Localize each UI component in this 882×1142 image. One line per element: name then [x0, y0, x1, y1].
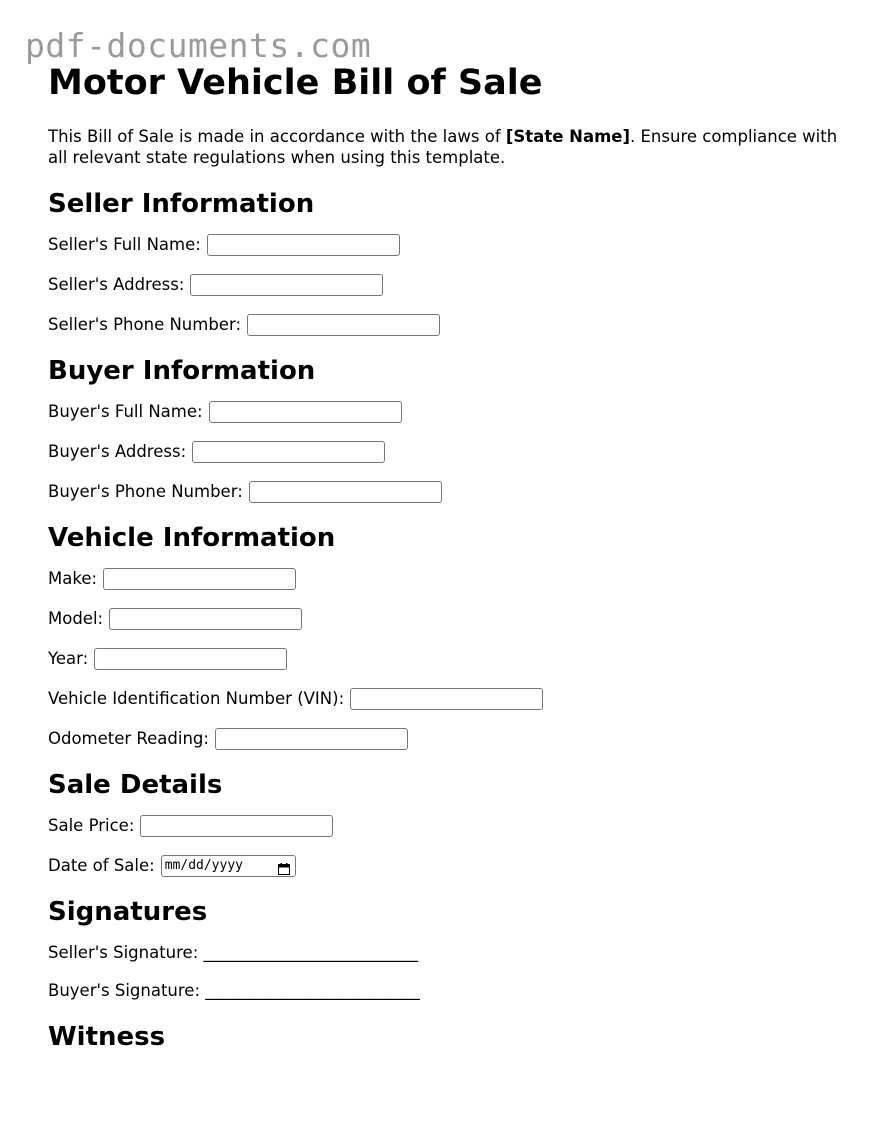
seller-name-label: Seller's Full Name:	[48, 235, 201, 254]
sale-price-label: Sale Price:	[48, 816, 135, 835]
watermark: pdf-documents.com	[25, 26, 372, 65]
make-label: Make:	[48, 569, 98, 588]
sale-date-row	[48, 854, 848, 878]
odometer-row	[48, 727, 848, 751]
model-input[interactable]	[109, 608, 302, 630]
buyer-phone-label: Buyer's Phone Number:	[48, 482, 243, 501]
year-input[interactable]	[94, 648, 287, 670]
signature-lines	[48, 941, 848, 1003]
page-title: Motor Vehicle Bill of Sale	[48, 63, 543, 103]
seller-name-row	[48, 233, 848, 257]
buyer-signature-label: Buyer's Signature:	[48, 981, 201, 1000]
model-row	[48, 607, 848, 631]
year-row	[48, 647, 848, 671]
intro-paragraph	[48, 126, 848, 168]
buyer-address-label: Buyer's Address:	[48, 442, 187, 461]
seller-address-label: Seller's Address:	[48, 275, 185, 294]
document	[48, 60, 848, 1053]
sale-heading: Sale Details	[48, 770, 223, 800]
vehicle-heading: Vehicle Information	[48, 523, 336, 553]
seller-fields	[48, 233, 848, 337]
seller-heading: Seller Information	[48, 189, 315, 219]
buyer-phone-input[interactable]	[249, 481, 442, 503]
calendar-icon[interactable]	[278, 860, 290, 872]
sale-date-label: Date of Sale:	[48, 856, 155, 875]
witness-heading: Witness	[48, 1022, 166, 1052]
vin-label: Vehicle Identification Number (VIN):	[48, 689, 345, 708]
seller-phone-label: Seller's Phone Number:	[48, 315, 242, 334]
buyer-address-row	[48, 440, 848, 464]
buyer-phone-row	[48, 480, 848, 504]
odometer-label: Odometer Reading:	[48, 729, 209, 748]
buyer-name-row	[48, 400, 848, 424]
buyer-signature-line: __________________________	[205, 981, 420, 1000]
seller-address-row	[48, 273, 848, 297]
make-input[interactable]	[103, 568, 296, 590]
seller-address-input[interactable]	[190, 274, 383, 296]
model-label: Model:	[48, 609, 104, 628]
vehicle-fields	[48, 567, 848, 751]
buyer-signature-row	[48, 979, 848, 1003]
seller-phone-input[interactable]	[247, 314, 440, 336]
sale-price-input[interactable]	[140, 815, 333, 837]
sale-date-input[interactable]	[161, 855, 296, 877]
buyer-fields	[48, 400, 848, 504]
seller-name-input[interactable]	[207, 234, 400, 256]
make-row	[48, 567, 848, 591]
state-name: [State Name]	[505, 127, 631, 146]
date-placeholder: mm/dd/yyyy	[164, 858, 243, 873]
buyer-name-input[interactable]	[209, 401, 402, 423]
sale-price-row	[48, 814, 848, 838]
odometer-input[interactable]	[215, 728, 408, 750]
buyer-name-label: Buyer's Full Name:	[48, 402, 203, 421]
year-label: Year:	[48, 649, 89, 668]
buyer-heading: Buyer Information	[48, 356, 316, 386]
intro-text-before: This Bill of Sale is made in accordance with the laws of	[48, 127, 506, 146]
seller-signature-label: Seller's Signature:	[48, 943, 199, 962]
vin-input[interactable]	[350, 688, 543, 710]
buyer-address-input[interactable]	[192, 441, 385, 463]
seller-signature-line: __________________________	[203, 943, 419, 962]
seller-phone-row	[48, 313, 848, 337]
vin-row	[48, 687, 848, 711]
sale-fields	[48, 814, 848, 878]
seller-signature-row	[48, 941, 848, 965]
signatures-heading: Signatures	[48, 897, 208, 927]
intro-text-after: . Ensure compliance with all relevant state regulations when using this template.	[48, 127, 838, 167]
